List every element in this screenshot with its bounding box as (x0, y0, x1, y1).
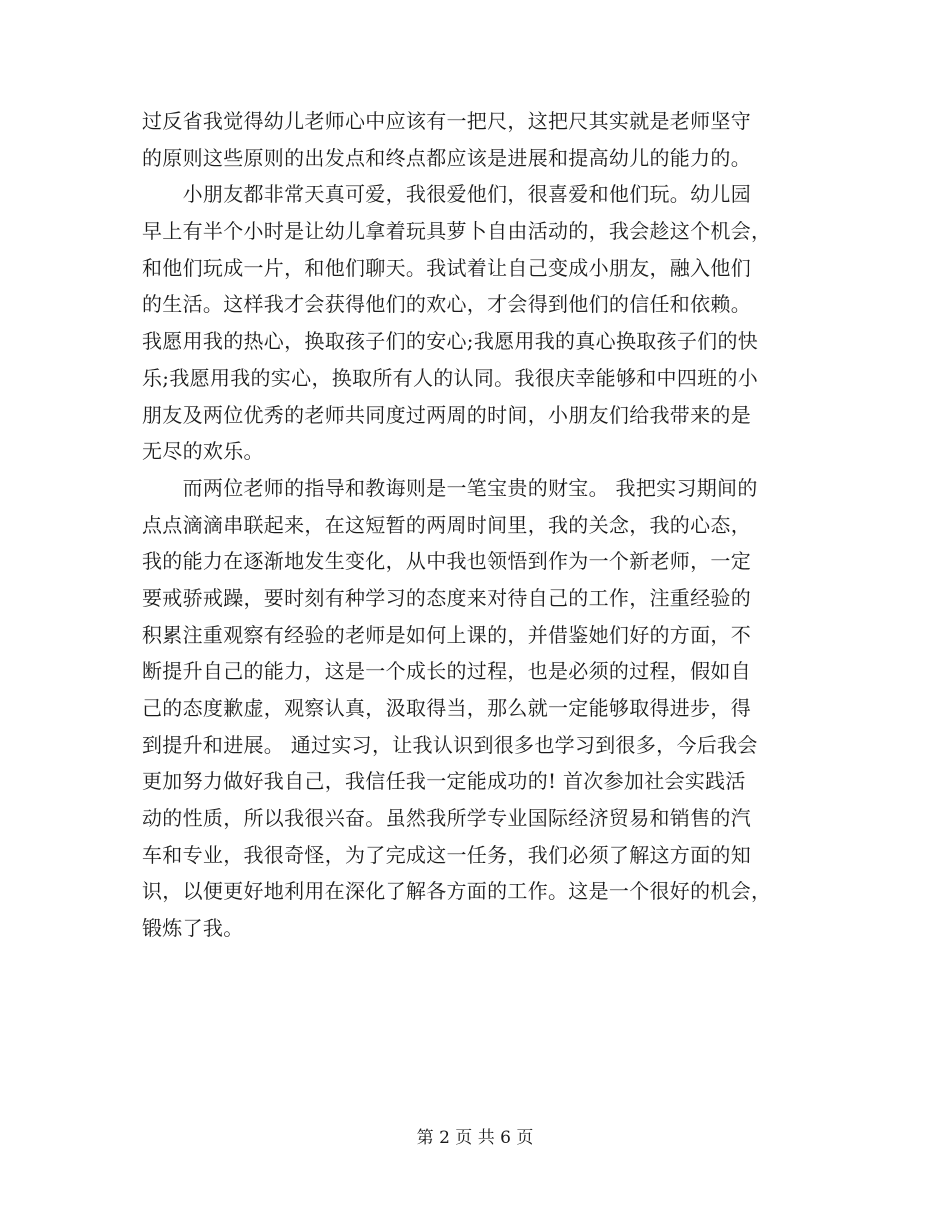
text-line: 到提升和进展。 通过实习，让我认识到很多也学习到很多，今后我会 (142, 732, 758, 757)
text-line: 和他们玩成一片，和他们聊天。我试着让自己变成小朋友，融入他们 (142, 255, 751, 280)
text-line: 车和专业，我很奇怪，为了完成这一任务，我们必须了解这方面的知 (142, 842, 751, 867)
body-text (142, 103, 810, 947)
text-line: 小朋友都非常天真可爱，我很爱他们，很喜爱和他们玩。幼儿园 (142, 182, 751, 207)
text-line: 我的能力在逐渐地发生变化，从中我也领悟到作为一个新老师，一定 (142, 549, 751, 574)
page-number-footer: 第 2 页 共 6 页 (416, 1128, 534, 1148)
text-line: 己的态度歉虚，观察认真，汲取得当，那么就一定能够取得进步，得 (142, 696, 751, 720)
text-line: 识，以便更好地利用在深化了解各方面的工作。这是一个很好的机会， (142, 879, 772, 904)
text-line: 积累注重观察有经验的老师是如何上课的，并借鉴她们好的方面，不 (142, 622, 751, 647)
text-line: 要戒骄戒躁，要时刻有种学习的态度来对待自己的工作，注重经验的 (142, 585, 751, 610)
text-line: 动的性质，所以我很兴奋。虽然我所学专业国际经济贸易和销售的汽 (142, 806, 751, 831)
text-line: 朋友及两位优秀的老师共同度过两周的时间，小朋友们给我带来的是 (142, 402, 751, 427)
text-line: 锻炼了我。 (142, 916, 244, 941)
text-line: 乐;我愿用我的实心，换取所有人的认同。我很庆幸能够和中四班的小 (142, 365, 759, 390)
text-line: 我愿用我的热心，换取孩子们的安心;我愿用我的真心换取孩子们的快 (142, 329, 759, 354)
text-line: 过反省我觉得幼儿老师心中应该有一把尺，这把尺其实就是老师坚守 (142, 109, 751, 133)
text-line: 的原则这些原则的出发点和终点都应该是进展和提高幼儿的能力的。 (142, 145, 751, 170)
text-line: 更加努力做好我自己，我信任我一定能成功的! 首次参加社会实践活 (142, 769, 746, 794)
text-line: 断提升自己的能力，这是一个成长的过程，也是必须的过程，假如自 (142, 659, 751, 684)
text-line: 的生活。这样我才会获得他们的欢心，才会得到他们的信任和依赖。 (142, 292, 751, 317)
text-line: 而两位老师的指导和教诲则是一笔宝贵的财宝。 我把实习期间的 (142, 475, 758, 500)
text-line: 点点滴滴串联起来，在这短暂的两周时间里，我的关念，我的心态， (142, 512, 751, 537)
text-line: 早上有半个小时是让幼儿拿着玩具萝卜自由活动的，我会趁这个机会， (142, 219, 772, 244)
text-line: 无尽的欢乐。 (142, 439, 264, 464)
